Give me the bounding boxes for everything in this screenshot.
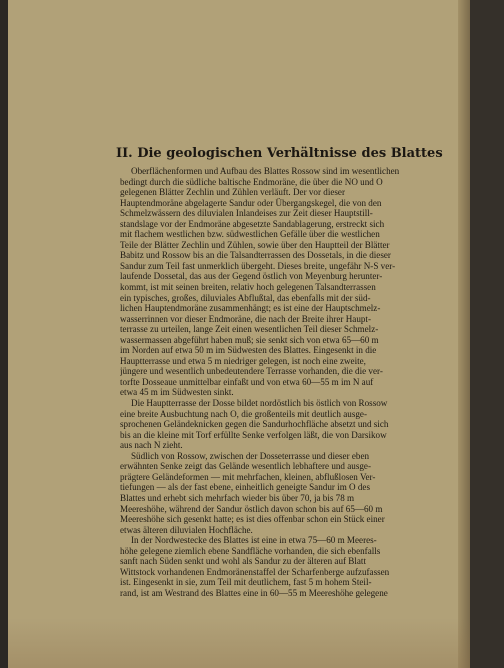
text-line: Oberflächenformen und Aufbau des Blattes Rossow sind im wesentlichen [131,166,400,176]
text-line: bedingt durch die südliche baltische Endmoräne, die über die NO und O [120,176,383,187]
text-line: eine breite Ausbuchtung nach O, die großenteils mit deutlich ausge- [120,408,367,419]
text-line: Blattes und erhebt sich mehrfach wieder bis über 70, ja bis 78 m [120,492,355,503]
text-line: im Norden auf etwa 50 m im Südwesten des Blattes. Eingesenkt in die [120,345,377,356]
body-text [120,166,420,598]
paper-stain [8,618,470,668]
scan-background [470,0,504,668]
text-line: terrasse zu urteilen, lange Zeit einen wesentlichen Teil dieser Schmelz- [120,324,379,335]
page-edge [458,0,470,668]
section-heading: II. Die geologischen Verhältnisse des Blattes [116,146,443,161]
text-line: Meereshöhe sich gesenkt hatte; es ist dies offenbar schon ein Stück einer [120,514,385,525]
text-line: prägtere Geländeformen — mit mehrfachen, kleinen, abflußlosen Ver- [120,471,376,482]
text-line: laufende Dossetal, das aus der Gegend östlich von Meyenburg herunter- [120,271,383,282]
text-line: rand, ist am Westrand des Blattes eine in 60—55 m Meereshöhe gelegene [120,587,388,598]
text-line: tiefungen — als der fast ebene, einheitlich geneigte Sandur im O des [120,482,370,493]
text-line: jüngere und wesentlich unbedeutendere Terrasse vorhanden, die die ver- [120,366,383,377]
text-line: etwa 45 m im Südwesten sinkt. [120,387,234,398]
text-line: torfte Dosseaue unmittelbar einfaßt und von etwa 60—55 m im N auf [120,376,374,387]
text-line: Babitz und Rossow bis an die Talsandterrassen des Dossetals, in die dieser [120,250,391,261]
text-line: Teile der Blätter Zechlin und Zühlen, sowie über den Hauptteil der Blätter [120,239,390,250]
text-line: mit flachem westlichen bzw. südwestlichen Gefälle über die westlichen [120,229,380,240]
text-line: Schmelzwässern des diluvialen Inlandeises zur Zeit dieser Hauptstill- [120,208,373,219]
text-line: Hauptterrasse und etwa 5 m niedriger gelegen, ist noch eine zweite, [120,355,366,366]
text-line: wassermassen abgeführt haben muß; sie senkt sich von etwa 65—60 m [120,334,379,345]
text-line: In der Nordwestecke des Blattes ist eine in etwa 75—60 m Meeres- [131,535,377,546]
text-line: standslage vor der Endmoräne abgesetzte Sandablagerung, erstreckt sich [120,218,385,229]
text-line: höhe gelegene ziemlich ebene Sandfläche vorhanden, die sich ebenfalls [120,545,381,556]
text-line: sanft nach Süden senkt und wohl als Sandur zu der älteren auf Blatt [120,556,366,567]
text-line: Die Hauptterrasse der Dosse bildet nordöstlich bis östlich von Rossow [131,398,388,409]
text-line: Sandur zum Teil fast unmerklich übergeht. Dieses breite, ungefähr N-S ver- [120,260,396,271]
text-line: Hauptendmoräne abgelagerte Sandur oder Übergangskegel, die von den [120,197,382,208]
text-line: ist. Eingesenkt in sie, zum Teil mit deutlichem, fast 5 m hohem Steil- [120,577,372,588]
text-line: aus nach N zieht. [120,440,183,451]
text-line: lichen Hauptendmoräne zusammenhängt; es ist eine der Hauptschmelz- [120,303,381,314]
text-line: etwas älteren diluvialen Hochfläche. [120,524,253,535]
text-line: sprochenen Geländeknicken gegen die Sandurhochfläche absetzt und sich [120,419,389,430]
text-line: Südlich von Rossow, zwischen der Dosseterrasse und dieser eben [131,450,370,461]
text-line: erwähnten Senke zeigt das Gelände wesentlich lebhaftere und ausge- [120,461,371,472]
text-line: kommt, ist mit seinen breiten, relativ hoch gelegenen Talsandterrassen [120,282,376,293]
text-line: Meereshöhe, während der Sandur östlich davon schon bis auf 65—60 m [120,503,383,514]
text-line: bis an die kleine mit Torf erfüllte Senke verfolgen läßt, die von Darsikow [120,429,387,440]
text-line: wasserrinnen vor dieser Endmoräne, die nach der Breite ihrer Haupt- [120,313,371,324]
text-line: ein typisches, großes, diluviales Abflußtal, das ebenfalls mit der süd- [120,292,371,303]
text-line: gelegenen Blätter Zechlin und Zühlen verläuft. Der vor dieser [120,187,345,198]
text-line: Wittstock vorhandenen Endmoränenstaffel der Scharfenberge aufzufassen [120,566,390,577]
